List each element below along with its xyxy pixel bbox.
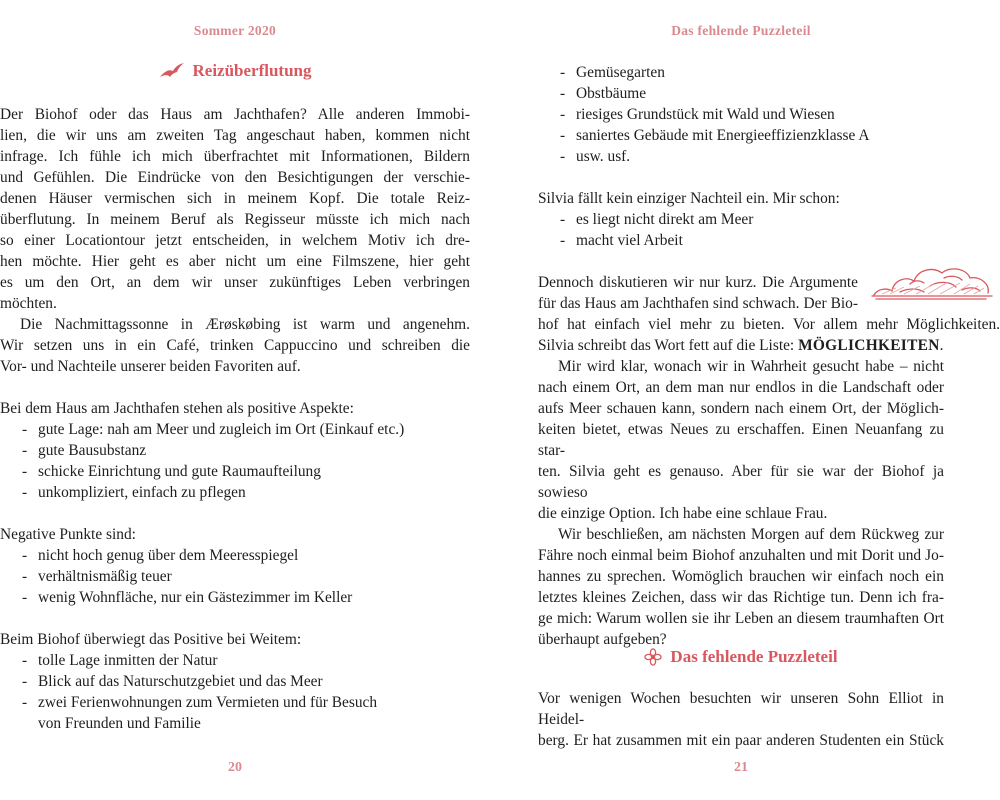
- page-number-left: 20: [228, 760, 242, 775]
- section-heading-reizueberflutung: [0, 60, 470, 81]
- heading-text: Reizüberflutung: [192, 61, 312, 80]
- list-item: - tolle Lage inmitten der Natur: [0, 650, 470, 671]
- page-number-right: 21: [734, 760, 748, 775]
- left-page: [0, 0, 470, 800]
- bird-icon: [159, 62, 185, 80]
- list-item: - zwei Ferienwohnungen zum Vermieten und für Besuch: [0, 692, 470, 713]
- text-line: nach einem Ort, an dem man nur endlos in die Landschaft oder: [538, 379, 944, 396]
- text-line: hof hat einfach viel mehr zu bieten. Vor allem mehr Möglichkeiten.: [538, 316, 1000, 333]
- text-line: überhaupt aufgeben?: [538, 631, 667, 648]
- list-item: - Obstbäume: [538, 83, 1000, 104]
- list-item: - riesiges Grundstück mit Wald und Wiesen: [538, 104, 1000, 125]
- text-line: infrage. Ich fühle ich mich überfrachtet mit Informationen, Bildern: [0, 148, 470, 165]
- list-item: - es liegt nicht direkt am Meer: [538, 209, 1000, 230]
- text-line: Wir setzen uns in ein Café, trinken Cappuccino und schreiben die: [0, 337, 470, 354]
- text-line: so einer Locationtour jetzt entscheiden, in welchem Motiv ich dre-: [0, 232, 470, 249]
- section-heading-puzzleteil: [538, 646, 944, 667]
- bold-word: MÖGLICHKEITEN: [798, 337, 940, 354]
- text-line: denen Häuser vermischen sich in meinem Kopf. Die totale Reiz-: [0, 190, 470, 207]
- list-item: - usw. usf.: [538, 146, 1000, 167]
- list-item: - wenig Wohnfläche, nur ein Gästezimmer im Keller: [0, 587, 470, 608]
- list-item: - gute Lage: nah am Meer und zugleich im Ort (Einkauf etc.): [0, 419, 470, 440]
- text-line: Dennoch diskutieren wir nur kurz. Die Argumente: [538, 274, 858, 291]
- text-line: lien, die wir uns am zweiten Tag angeschaut haben, kommen nicht: [0, 127, 470, 144]
- text-line: hen möchte. Hier geht es aber nicht um eine Filmszene, hier geht: [0, 253, 470, 270]
- text-line: es um den Ort, an dem wir unser zukünftiges Leben verbringen: [0, 274, 470, 291]
- list-intro: Negative Punkte sind:: [0, 526, 136, 543]
- text-line: Vor- und Nachteile unserer beiden Favoriten auf.: [0, 358, 301, 375]
- right-paragraph-final: [538, 688, 944, 751]
- list-item-continuation: von Freunden und Familie: [38, 715, 201, 732]
- list-item: - schicke Einrichtung und gute Raumaufteilung: [0, 461, 470, 482]
- text-line: aufs Meer schauen kann, sondern nach einem Ort, der Möglich-: [538, 400, 944, 417]
- list-item: - macht viel Arbeit: [538, 230, 1000, 251]
- text-line-bold-word: [538, 335, 1000, 356]
- list-item: - gute Bausubstanz: [0, 440, 470, 461]
- right-list-continued: [538, 62, 1000, 650]
- heading-text: Das fehlende Puzzleteil: [670, 647, 838, 666]
- text-line: ge mich: Warum wollen sie ihr Leben an diesem traumhaften Ort: [538, 610, 944, 627]
- text-line: Wir beschließen, am nächsten Morgen auf dem Rückweg zur: [558, 526, 944, 543]
- text-line: keiten bietet, etwas Neues zu erschaffen. Einen Neuanfang zu star-: [538, 421, 944, 459]
- running-head-left: Sommer 2020: [193, 23, 277, 38]
- text-line: Fähre noch einmal beim Biohof anzuhalten und mit Dorit und Jo-: [538, 547, 944, 564]
- text-line: letztes kleines Zeichen, dass wir das Richtige tun. Denn ich fra-: [538, 589, 944, 606]
- flower-icon: [644, 648, 662, 666]
- list-item: - verhältnismäßig teuer: [0, 566, 470, 587]
- list-intro: Silvia fällt kein einziger Nachteil ein. Mir schon:: [538, 190, 840, 207]
- list-item: - nicht hoch genug über dem Meeresspiegel: [0, 545, 470, 566]
- list-item: - saniertes Gebäude mit Energieeffizienzklasse A: [538, 125, 1000, 146]
- left-heading-block: [0, 60, 470, 81]
- text-span: Silvia schreibt das Wort fett auf die Liste:: [538, 337, 799, 354]
- running-head-right: Das fehlende Puzzleteil: [671, 23, 811, 38]
- text-line: Vor wenigen Wochen besuchten wir unseren Sohn Elliot in Heidel-: [538, 690, 944, 728]
- text-line: und Gefühlen. Die Eindrücke von den Besichtigungen der verschie-: [0, 169, 470, 186]
- text-span: .: [939, 337, 944, 354]
- list-item: - unkompliziert, einfach zu pflegen: [0, 482, 470, 503]
- text-line: Mir wird klar, wonach wir in Wahrheit gesucht habe – nicht: [558, 358, 944, 375]
- right-page: [538, 0, 1000, 800]
- text-line: ten. Silvia geht es genauso. Aber für sie war der Biohof ja sowieso: [538, 463, 944, 501]
- text-line: überflutung. In meinem Beruf als Regisseur müsste ich mich nach: [0, 211, 470, 228]
- text-line: Die Nachmittagssonne in Ærøskøbing ist warm und angenehm.: [20, 316, 470, 333]
- text-line: Der Biohof oder das Haus am Jachthafen? Alle anderen Immobi-: [0, 106, 470, 123]
- list-intro: Beim Biohof überwiegt das Positive bei Weitem:: [0, 631, 302, 648]
- text-line: für das Haus am Jachthafen sind schwach. Der Bio-: [538, 295, 858, 312]
- list-item: - Blick auf das Naturschutzgebiet und das Meer: [0, 671, 470, 692]
- text-line: möchten.: [0, 295, 57, 312]
- text-line: die einzige Option. Ich habe eine schlaue Frau.: [538, 505, 828, 522]
- list-item: - Gemüsegarten: [538, 62, 1000, 83]
- text-line: hannes zu sprechen. Womöglich brauchen wir einfach noch ein: [538, 568, 944, 585]
- text-line: berg. Er hat zusammen mit ein paar anderen Studenten ein Stück: [538, 732, 944, 749]
- left-paragraph-1: [0, 104, 470, 734]
- right-heading-block: [538, 646, 944, 667]
- list-intro: Bei dem Haus am Jachthafen stehen als positive Aspekte:: [0, 400, 354, 417]
